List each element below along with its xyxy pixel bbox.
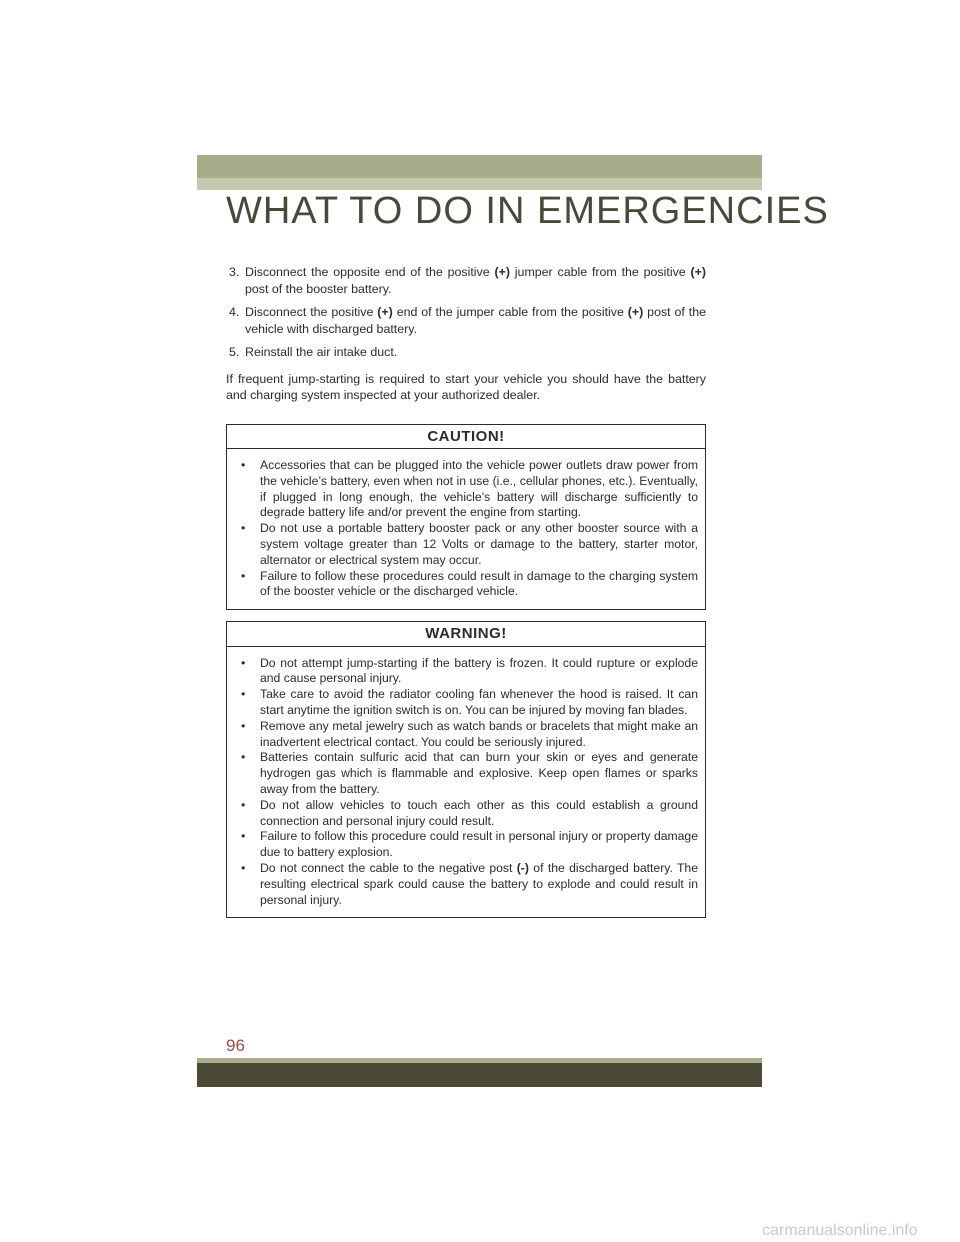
caution-list: [227, 449, 705, 609]
positive-symbol: (+): [494, 265, 510, 279]
warning-text: Remove any metal jewelry such as watch bands or bracelets that might make an inadvertent electrical contact. You could be seriously injured.: [260, 718, 698, 749]
warning-title: WARNING!: [227, 622, 705, 647]
bullet-glyph: •: [241, 718, 246, 733]
bullet-glyph: •: [241, 655, 246, 670]
positive-symbol: (+): [377, 305, 393, 319]
caution-text: Failure to follow these procedures could result in damage to the charging system of the booster vehicle or the discharged vehicle.: [260, 568, 698, 599]
warning-text: Do not connect the cable to the negative post: [260, 861, 517, 876]
step-text: Reinstall the air intake duct.: [245, 345, 398, 359]
warning-list: [227, 647, 705, 918]
warning-item: [234, 687, 698, 719]
bullet-glyph: •: [241, 829, 246, 844]
bullet-glyph: •: [241, 797, 246, 812]
warning-item: [234, 719, 698, 751]
positive-symbol: (+): [690, 265, 706, 279]
warning-item: [234, 798, 698, 830]
step-number: 4.: [229, 305, 240, 319]
warning-text: Do not attempt jump-starting if the battery is frozen. It could rupture or explode and cause personal injury.: [260, 655, 698, 686]
warning-box: [226, 621, 706, 918]
warning-item: [234, 829, 698, 861]
bullet-glyph: •: [241, 750, 246, 765]
bullet-glyph: •: [241, 521, 246, 536]
step-text: post of the vehicle with discharged battery.: [245, 305, 706, 336]
warning-text: Batteries contain sulfuric acid that can burn your skin or eyes and generate hydrogen gas which is flammable and explosive. Keep open flames or sparks away from the battery.: [260, 750, 698, 797]
step-number: 5.: [229, 345, 240, 359]
warning-item: [234, 656, 698, 688]
caution-box: [226, 424, 706, 611]
caution-item: [234, 521, 698, 568]
section-title: WHAT TO DO IN EMERGENCIES: [226, 190, 829, 232]
warning-text: of the discharged battery. The resulting electrical spark could cause the battery to explode and could result in personal injury.: [260, 861, 698, 907]
caution-item: [234, 458, 698, 521]
step-text: jumper cable from the positive: [509, 265, 691, 279]
bullet-glyph: •: [241, 687, 246, 702]
negative-symbol: (-): [516, 861, 529, 876]
step-text: end of the jumper cable from the positive: [392, 305, 628, 319]
bullet-glyph: •: [241, 861, 246, 876]
jump-start-note: If frequent jump-starting is required to start your vehicle you should have the battery and charging system inspected at your authorized dealer.: [226, 371, 706, 402]
bullet-glyph: •: [241, 458, 246, 472]
footer-band-dark: [197, 1063, 762, 1087]
warning-item: [234, 861, 698, 908]
caution-title: CAUTION!: [227, 425, 705, 450]
header-band-dark: [197, 155, 762, 178]
step-4: [226, 304, 706, 337]
warning-text: Take care to avoid the radiator cooling fan whenever the hood is raised. It can start anytime the ignition switch is on. You can be injured by moving fan blades.: [260, 687, 698, 718]
page-content: [226, 264, 706, 929]
step-text: Disconnect the opposite end of the positive: [245, 265, 495, 279]
step-text: post of the booster battery.: [245, 281, 392, 296]
caution-text: Do not use a portable battery booster pack or any other booster source with a system voltage greater than 12 Volts or damage to the battery, starter motor, alternator or electrical system may occur.: [260, 521, 698, 567]
warning-item: [234, 750, 698, 797]
caution-text: Accessories that can be plugged into the vehicle power outlets draw power from the vehicle’s battery, even when not in use (i.e., cellular phones, etc.). Eventually, if plugged in long enough, the vehicle’s battery will discharge sufficiently to degrade battery life and/or prevent the engine from starting.: [260, 458, 698, 520]
caution-item: [234, 569, 698, 601]
header-band-light: [197, 178, 762, 190]
step-3: [226, 264, 706, 297]
bullet-glyph: •: [241, 568, 246, 583]
step-text: Disconnect the positive: [245, 305, 378, 319]
warning-text: Do not allow vehicles to touch each other as this could establish a ground connection and personal injury could result.: [260, 797, 698, 828]
watermark: carmanualsonline.info: [762, 1222, 918, 1239]
step-number: 3.: [229, 265, 240, 279]
positive-symbol: (+): [627, 305, 644, 319]
warning-text: Failure to follow this procedure could result in personal injury or property damage due to battery explosion.: [260, 829, 698, 860]
step-5: [226, 344, 706, 361]
page-number: 96: [226, 1036, 245, 1055]
